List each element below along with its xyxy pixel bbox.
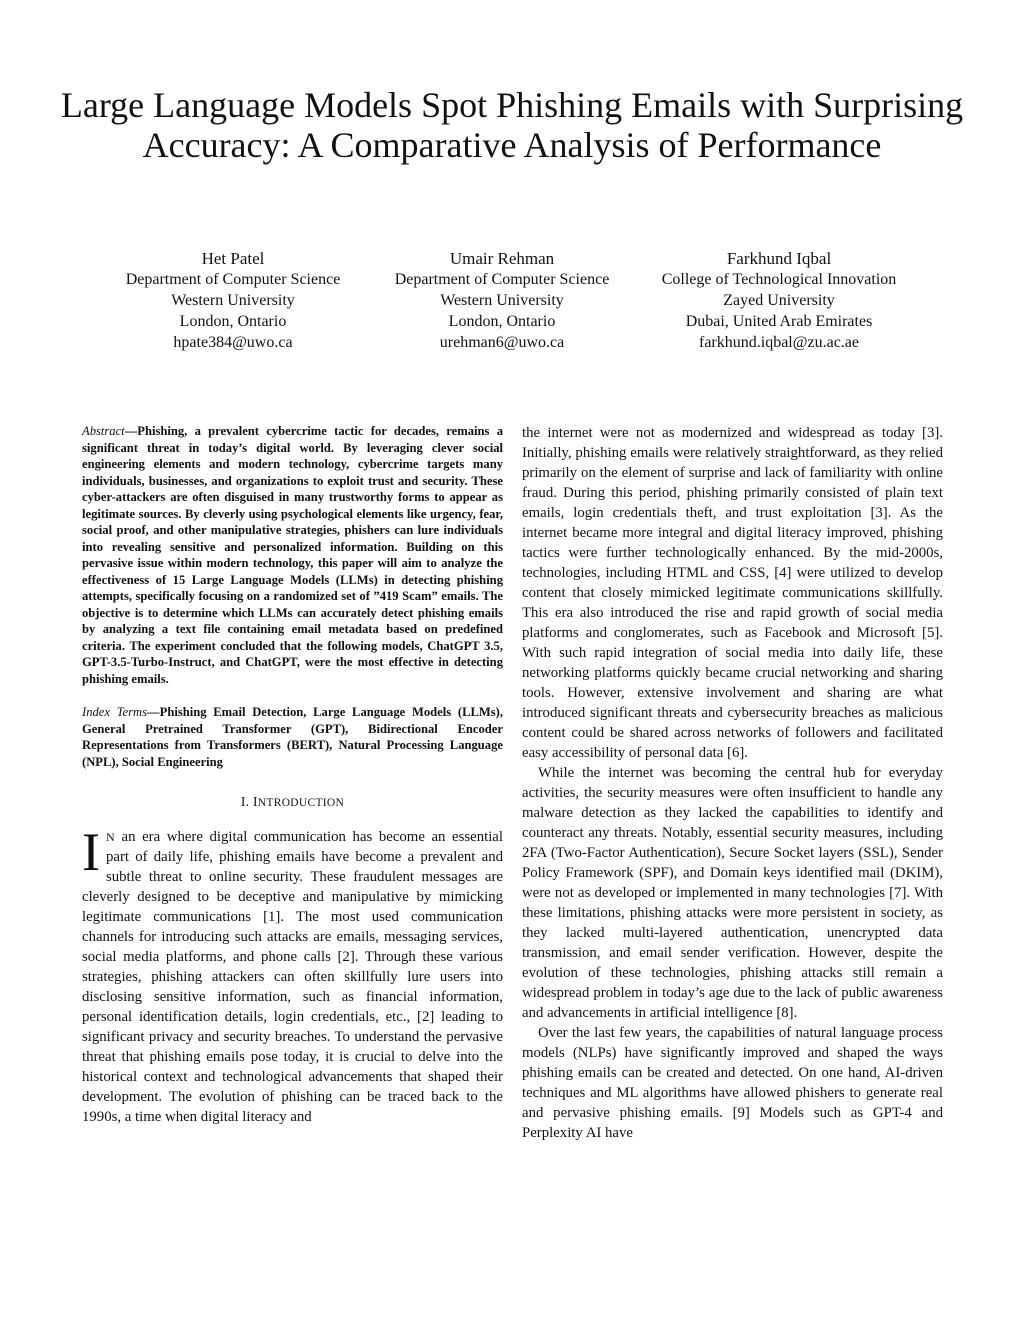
index-terms-text: Phishing Email Detection, Large Language Models (LLMs), General Pretrained Transformer (GPT), Bidirectional Encoder Representations from Transformers (BERT), Natural Processing Language (NPL), Social Engineering: [82, 705, 503, 769]
author-department: College of Technological Innovation: [661, 271, 897, 288]
intro-paragraph-3: Over the last few years, the capabilities of natural language process models (NLPs) have significantly improved and shaped the ways phishing emails can be created and detected. On one hand, AI-driven techniques and ML algorithms have allowed phishers to generate real and pervasive phishing emails. [9] Models such as GPT-4 and Perplexity AI have: [522, 1025, 943, 1141]
right-column: [522, 423, 943, 1143]
author-block: [88, 248, 378, 353]
author-department: Department of Computer Science: [394, 271, 610, 288]
author-name: Het Patel: [201, 249, 265, 268]
abstract-text: Phishing, a prevalent cybercrime tactic for decades, remains a significant threat in today’s digital world. By leveraging clever social engineering elements and modern technology, cybercrime targets many individuals, businesses, and organizations to exploit trust and security. These cyber-attackers are often disguised in many trustworthy forms to appear as legitimate sources. By cleverly using psychological elements like urgency, fear, social proof, and other manipulative strategies, phishers can lure individuals into revealing sensitive and personalized information. Building on this pervasive issue within modern technology, this paper will aim to analyze the effectiveness of 15 Large Language Models (LLMs) in detecting phishing attempts, specifically focusing on a randomized set of ”419 Scam” emails. The objective is to determine which LLMs can accurately detect phishing emails by analyzing a text file containing email metadata based on predefined criteria. The experiment concluded that the following models, ChatGPT 3.5, GPT-3.5-Turbo-Instruct, and ChatGPT, were the most effective in detecting phishing emails.: [82, 424, 503, 686]
author-institution: Western University: [171, 292, 295, 309]
first-word-rest: N: [105, 830, 115, 844]
index-terms: [82, 704, 503, 770]
author-email[interactable]: hpate384@uwo.ca: [173, 334, 293, 351]
section-number: I.: [240, 794, 250, 809]
section-heading-introduction: [82, 792, 503, 813]
abstract-dash: —: [124, 424, 138, 438]
author-institution: Western University: [440, 292, 564, 309]
intro-paragraph-1-text: an era where digital communication has become an essential part of daily life, phishing emails have become a prevalent and subtle threat to online security. These fraudulent messages are cleverly designed to be deceptive and manipulative by mimicking legitimate communications [1]. The most used communication channels for introducing such attacks are emails, messaging services, social media platforms, and phone calls [2]. Through these various strategies, phishing attackers can often skillfully lure users into disclosing sensitive information, such as financial information, personal identification details, login credentials, etc., [2] leading to significant privacy and security breaches. To understand the pervasive threat that phishing emails pose today, it is crucial to delve into the historical context and technological advancements that shaped their development. The evolution of phishing can be traced back to the 1990s, a time when digital literacy and: [82, 829, 503, 1125]
author-block: [634, 248, 924, 353]
author-institution: Zayed University: [723, 292, 835, 309]
intro-paragraph-2: While the internet was becoming the central hub for everyday activities, the security measures were often insufficient to handle any malware detection as they lacked the capabilities to identify and counteract any threats. Notably, essential security measures, including 2FA (Two-Factor Authentication), Secure Socket layers (SSL), Sender Policy Framework (SPF), and Domain keys identified mail (DKIM), were not as developed or implemented in many technologies [7]. With these limitations, phishing attacks were more persistent in society, as they lacked multi-layered authentication, unencrypted data transmission, and email sender verification. However, despite the evolution of these technologies, phishing attacks still remain a widespread problem in today’s age due to the lack of public awareness and advancements in artificial intelligence [8].: [522, 765, 943, 1021]
section-title-rest: NTRODUCTION: [257, 797, 345, 809]
abstract-label: Abstract: [82, 424, 125, 438]
index-terms-label: Index Terms: [82, 705, 148, 719]
intro-paragraph-1-continued: the internet were not as modernized and widespread as today [3]. Initially, phishing emails were relatively straightforward, as they relied primarily on the element of surprise and lack of familiarity with online fraud. During this period, phishing primarily consisted of plain text emails, login credentials theft, and trust exploitation [3]. As the internet became more integral and digital literacy improved, phishing tactics were further technologically enhanced. By the mid-2000s, technologies, including HTML and CSS, [4] were utilized to develop content that closely mimicked legitimate communications skillfully. This era also introduced the rise and rapid growth of social media platforms and conglomerates, such as Facebook and Microsoft [5]. With such rapid integration of social media into daily life, these networking platforms quickly became crucial networking and sharing tools. However, extensive involvement and sharing are what introduced significant threats and cybersecurity breaches as malicious content could be shared across networks of followers and facilitated easy accessibility of personal data [6].: [522, 425, 943, 761]
index-terms-dash: —: [147, 705, 160, 719]
author-email[interactable]: farkhund.iqbal@zu.ac.ae: [699, 334, 859, 351]
left-column: [82, 423, 503, 1127]
author-name: Umair Rehman: [449, 249, 555, 268]
author-block: [357, 248, 647, 353]
abstract: [82, 423, 503, 687]
section-title-initial: I: [253, 794, 258, 809]
author-location: London, Ontario: [179, 313, 287, 330]
author-department: Department of Computer Science: [125, 271, 341, 288]
author-email[interactable]: urehman6@uwo.ca: [439, 334, 565, 351]
author-location: London, Ontario: [448, 313, 556, 330]
drop-cap: I: [82, 822, 100, 882]
intro-paragraph-1: [82, 822, 503, 1127]
author-name: Farkhund Iqbal: [726, 249, 832, 268]
paper-title: Large Language Models Spot Phishing Emails with Surprising Accuracy: A Comparative Analysis of Performance: [60, 85, 964, 165]
author-location: Dubai, United Arab Emirates: [685, 313, 873, 330]
